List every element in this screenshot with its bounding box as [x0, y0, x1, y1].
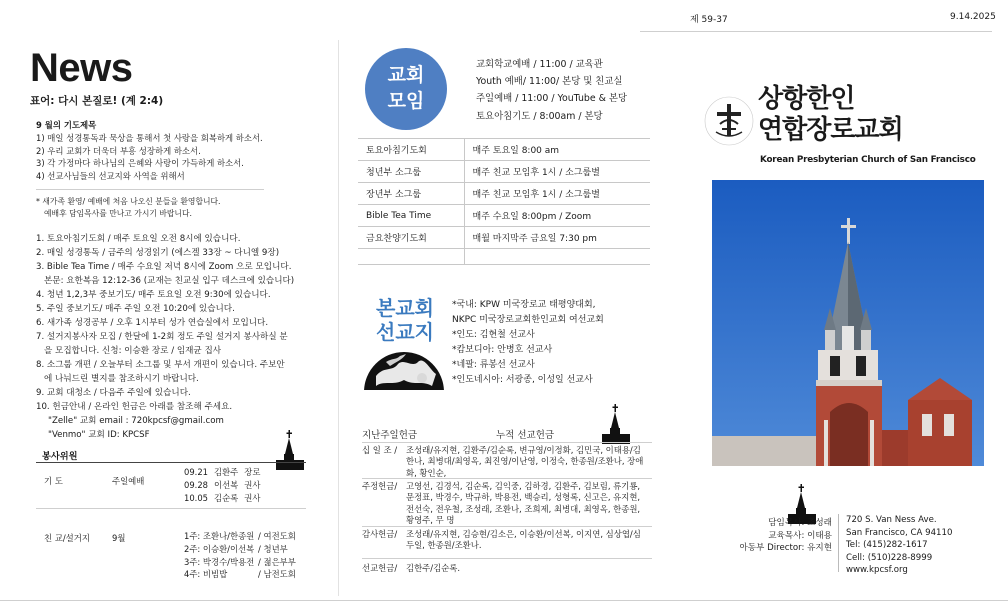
announcement: 3. Bible Tea Time / 매주 수요일 저녁 8시에 Zoom 으로 모입니다. — [36, 262, 292, 272]
schedule-row — [358, 139, 650, 161]
mission-list — [452, 298, 604, 388]
prayer-duty-label: 기 도 — [44, 476, 63, 486]
offering-row — [362, 442, 652, 479]
contact-info — [846, 514, 952, 577]
mission-title — [368, 296, 442, 344]
duty-row — [184, 479, 284, 492]
prayer-item: 4) 선교사님들의 선교지와 사역을 위해서 — [36, 171, 185, 182]
announcement: 1. 토요아침기도회 / 매주 토요일 오전 8시에 있습니다. — [36, 234, 241, 244]
service-line: 주일예배 / 11:00 / YouTube & 본당 — [476, 93, 627, 105]
offering-label: 감사헌금/ — [362, 529, 398, 539]
announcement: 10. 헌금안내 / 온라인 헌금은 아래를 참조해 주세요. — [36, 402, 233, 412]
announcement: 에 나눠드린 별지를 참조하시기 바랍니다. — [44, 374, 199, 384]
worship-services — [476, 56, 627, 125]
schedule-time: 매주 수요일 8:00pm / Zoom — [464, 205, 650, 227]
announcement: 본문: 요한복음 12:12-36 (교재는 친교실 입구 데스크에 있습니다) — [44, 276, 295, 286]
header-rule — [640, 31, 992, 32]
mission-item: NKPC 미국장로교회한인교회 여선교회 — [452, 315, 604, 325]
offering-names: 김한주/김순록. — [406, 563, 461, 573]
duty-row — [184, 543, 314, 556]
dish-duty-label: 친 교/설거지 — [44, 533, 90, 543]
duty-team: / 여전도회 — [258, 531, 296, 541]
mission-item: *국내: KPW 미국장로교 태평양대회, — [452, 300, 596, 310]
duty-team: / 청년부 — [258, 543, 288, 554]
issue-number: 제 59-37 — [690, 15, 728, 25]
prayer-duty-table — [184, 466, 284, 504]
announcement: 을 모집합니다. 신청: 이승환 장로 / 임재균 집사 — [44, 346, 222, 356]
schedule-row — [358, 249, 650, 265]
announcement: "Zelle" 교회 email : 720kpcsf@gmail.com — [48, 416, 224, 426]
address-line: 720 S. Van Ness Ave. — [846, 515, 937, 525]
offering-title: 지난주일헌금 — [362, 430, 418, 441]
schedule-time: 매주 친교 모임후 1시 / 소그룹별 — [464, 161, 650, 183]
mission-item: *캄보디아: 안병호 선교사 — [452, 345, 553, 355]
duty-name: 김환주 — [213, 467, 239, 477]
schedule-name: 토요아침기도회 — [358, 139, 464, 161]
motto: 표어: 다시 본질로! (계 2:4) — [30, 95, 164, 107]
duty-row — [184, 466, 284, 479]
church-name-korean — [758, 84, 903, 146]
dish-duty-month: 9월 — [112, 533, 126, 543]
duty-row — [184, 530, 314, 543]
duty-date: 09.28 — [184, 479, 208, 490]
staff-line: 담임목사: 조성래 — [768, 518, 832, 528]
church-name-english: Korean Presbyterian Church of San Francisco — [760, 155, 976, 165]
announcement: 9. 교회 대청소 / 다음주 주일에 있습니다. — [36, 388, 191, 398]
dish-duty-table — [184, 530, 314, 581]
bulletin-date: 9.14.2025 — [950, 12, 996, 22]
announcement: 2. 매일 성경통독 / 금주의 성경읽기 (에스겔 33장 ~ 다니엘 9장) — [36, 248, 280, 258]
schedule-name: 청년부 소그룹 — [358, 161, 464, 183]
church-name-line: 상항한인 — [758, 84, 855, 114]
schedule-time: 매주 친교 모임후 1시 / 소그룹별 — [464, 183, 650, 205]
offering-row — [362, 558, 652, 574]
church-name-line: 연합장로교회 — [758, 115, 903, 145]
divider — [36, 189, 264, 190]
mission-item: *인도: 김현철 선교사 — [452, 330, 535, 340]
contact-divider — [838, 514, 839, 572]
badge-text: 교회 모임 — [387, 64, 425, 112]
duty-team: / 남전도회 — [258, 569, 296, 580]
offering-label: 주정헌금/ — [362, 481, 398, 491]
offering-cumulative: 누적 선교헌금 — [496, 430, 555, 441]
offering-label: 선교헌금/ — [362, 563, 398, 573]
duty-week: 1주: 조환나/한종원 — [184, 531, 255, 541]
duty-row — [184, 492, 284, 505]
mission-item: *인도네시아: 서광종, 이성일 선교사 — [452, 375, 593, 385]
meeting-schedule-table — [358, 138, 650, 265]
schedule-time: 매주 토요일 8:00 am — [464, 139, 650, 161]
website-link[interactable]: www.kpcsf.org — [846, 565, 908, 576]
announcement: 7. 설거지봉사자 모집 / 한달에 1-2회 정도 주일 설거지 봉사하실 분 — [36, 332, 288, 342]
offering-names: 조성래/유지현, 김환주/김순록, 변규영/이정화, 김민국, 이태용/김한나, 최병대/최영옥, 최진영/이난영, 이정숙, 한종원/조환나, 장애화, 황인순, — [406, 445, 644, 478]
servants-title: 봉사위원 — [42, 451, 78, 462]
welcome-line: * 새가족 환영/ 예배에 처음 나오신 분들을 환영합니다. — [36, 197, 221, 206]
schedule-row — [358, 161, 650, 183]
welcome-line: 예배후 담임목사를 만나고 가시기 바랍니다. — [44, 208, 192, 218]
duty-name: 이선복 — [213, 479, 239, 490]
prayer-duty-service: 주일예배 — [112, 476, 145, 486]
duty-date: 10.05 — [184, 492, 208, 503]
staff-list — [706, 517, 832, 555]
prayer-requests — [36, 119, 263, 183]
offering-names: 조성래/유지현, 김승현/김소은, 이승환/이선복, 이지연, 심상엽/심두일, 한종원/조환나. — [406, 529, 641, 551]
offering-label: 십 일 조 / — [362, 445, 398, 455]
globe-icon — [362, 346, 446, 390]
schedule-name: 장년부 소그룹 — [358, 183, 464, 205]
address-line: San Francisco, CA 94110 — [846, 527, 953, 538]
church-photo — [712, 180, 984, 466]
announcement: 4. 청년 1,2,3부 중보기도/ 매주 토요일 오전 9:30에 있습니다. — [36, 290, 271, 300]
duty-role: 권사 — [244, 479, 261, 490]
schedule-time — [464, 249, 650, 265]
duty-row — [184, 556, 314, 569]
offering-row — [362, 478, 652, 527]
pcusa-logo-icon — [702, 94, 756, 148]
schedule-row — [358, 183, 650, 205]
duty-role: 권사 — [244, 492, 261, 503]
service-line: 토요아침기도 / 8:00am / 본당 — [476, 110, 603, 122]
news-title: News — [30, 46, 133, 90]
offering-row — [362, 526, 652, 552]
duty-team: / 젊은부부 — [258, 556, 296, 567]
mission-title-line: 선교지 — [376, 320, 434, 344]
staff-line: 아동부 Director: 유지현 — [739, 543, 832, 554]
duty-name: 김순록 — [213, 492, 239, 503]
schedule-row — [358, 205, 650, 227]
duty-role: 장로 — [244, 467, 261, 477]
mission-item: *네팔: 류봉선 선교사 — [452, 360, 535, 370]
steeple-icon — [602, 404, 630, 444]
duty-row — [184, 568, 314, 581]
announcement: 6. 새가족 성경공부 / 오후 1시부터 성가 연습실에서 모입니다. — [36, 318, 269, 328]
announcement: 8. 소그룹 개편 / 오늘부터 소그룹 및 부서 개편이 있습니다. 주보안 — [36, 360, 285, 370]
footer-rule — [0, 600, 1008, 601]
duty-date: 09.21 — [184, 467, 208, 477]
divider — [36, 462, 306, 463]
schedule-name — [358, 249, 464, 265]
welcome-note — [36, 196, 221, 219]
gathering-badge — [365, 48, 447, 130]
steeple-icon — [276, 430, 304, 470]
schedule-time: 매월 마지막주 금요일 7:30 pm — [464, 227, 650, 249]
cell: Cell: (510)228-8999 — [846, 552, 933, 563]
prayer-item: 2) 우리 교회가 더욱더 부흥 성장하게 하소서. — [36, 145, 201, 156]
offering-names: 고영선, 김경석, 김순록, 김익중, 김하경, 김환주, 김보림, 류기룡, 문정표, 박경수, 박규하, 박용전, 백승리, 성형록, 신고은, 유지현, 전선숙, 전우철, 조성래, 조환나, 조희제, 최병대, 최영옥, 한종원, 황영주, 무 명 — [406, 481, 641, 526]
schedule-row — [358, 227, 650, 249]
announcement: "Venmo" 교회 ID: KPCSF — [48, 430, 150, 440]
divider — [36, 508, 306, 509]
phone: Tel: (415)282-1617 — [846, 540, 928, 551]
schedule-name: Bible Tea Time — [358, 205, 464, 227]
service-line: 교회학교예배 / 11:00 / 교육관 — [476, 59, 603, 70]
duty-week: 2주: 이승환/이선복 — [184, 543, 255, 554]
announcements — [36, 232, 294, 442]
service-line: Youth 예배/ 11:00/ 본당 및 친교실 — [476, 76, 623, 88]
mission-title-line: 본교회 — [376, 296, 434, 320]
prayer-title: 9 월의 기도제목 — [36, 120, 97, 130]
duty-week: 4주: 비빔밥 — [184, 569, 228, 580]
staff-line: 교육목사: 이태용 — [768, 530, 832, 541]
announcement: 5. 주일 중보기도/ 매주 주일 오전 10:20에 있습니다. — [36, 304, 235, 314]
prayer-item: 3) 각 가정마다 하나님의 은혜와 사랑이 가득하게 하소서. — [36, 158, 244, 169]
duty-week: 3주: 박경수/박용전 — [184, 556, 255, 567]
prayer-item: 1) 매일 성경통독과 묵상을 통해서 첫 사랑을 회복하게 하소서. — [36, 132, 263, 143]
column-divider — [338, 40, 339, 596]
schedule-name: 금요찬양기도회 — [358, 227, 464, 249]
